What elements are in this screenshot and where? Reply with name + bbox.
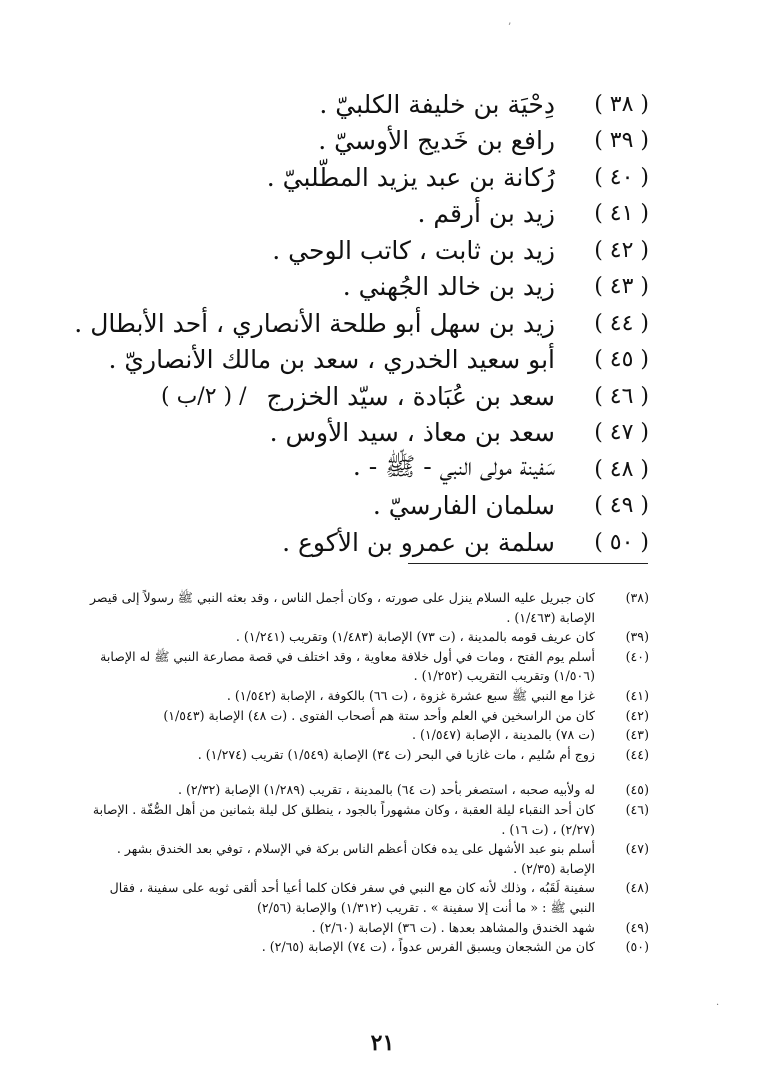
entry-name: سعد بن معاذ ، سيد الأوس . [269,418,555,448]
footnote [89,839,649,878]
footnote-gap [89,764,649,780]
footnote-text: كان عريف قومه بالمدينة ، (ت ٧٣) الإصابة (١/٤٨٣) وتقريب (١/٢٤١) . [235,629,595,645]
list-item [89,123,649,160]
footnote-number: (٣٨) [625,590,649,605]
entry-name: زيد بن أرقم . [417,199,555,229]
entry-number: ( ٣٨ ) [594,91,649,117]
footnote-text: كان جبريل عليه السلام ينزل على صورته ، وكان أجمل الناس ، وقد بعثه النبي ﷺ رسولاً إلى قيصر الإصابة (١/٤٦٣) . [89,590,595,625]
footnote [89,725,649,745]
footnote-text: كان من الشجعان ويسبق الفرس عدواً ، (ت ٧٤) الإصابة (٢/٦٥) . [261,939,595,955]
list-item [89,269,649,306]
footnote-text: سفينة لَقَبُه ، وذلك لأنه كان مع النبي في سفر فكان كلما أعيا أحد ألقى ثوبه على سفينة ، فقال النبي ﷺ : « ما أنت إلا سفينة » . تقريب (١/٣١٢) والإصابة (٢/٥٦) [109,880,595,915]
entry-name: زيد بن خالد الجُهني . [342,272,555,302]
entry-name: رُكانة بن عبد يزيد المطّلبيّ . [266,162,555,192]
entry-number: ( ٤٣ ) [594,274,649,300]
footnote [89,686,649,706]
list-item [74,305,649,342]
footnote-text: زوج أم سُليم ، مات غازيا في البحر (ت ٣٤) الإصابة (١/٥٤٩) تقريب (١/٢٧٤) . [197,746,595,762]
footnote-number: (٤٨) [625,880,649,896]
entry-number: ( ٤٦ ) [594,383,649,409]
list-item [89,159,649,196]
footnote-number: (٤٢) [625,707,649,723]
footnote-number: (٤٥) [625,782,649,798]
companions-list [74,86,649,561]
footnote-text: كان أحد النقباء ليلة العقبة ، وكان مشهوراً بالجود ، ينطلق كل ليلة بثمانين من أهل الصُّفّة . الإصابة (٢/٢٧) ، (ت ١٦) . [92,801,595,837]
list-item [89,232,649,269]
footnote [89,937,649,957]
entry-number: ( ٣٩ ) [594,128,649,154]
footnotes [89,588,649,957]
footnote [89,588,649,627]
entry-name: سلمان الفارسيّ . [372,491,555,521]
footnote-number: (٤٤) [625,746,649,762]
entry-number: ( ٤٧ ) [594,420,649,446]
entry-number: ( ٤٩ ) [594,493,649,519]
footnote [89,878,649,917]
entry-number: ( ٤١ ) [594,201,649,227]
entry-number: ( ٤٠ ) [594,164,649,190]
footnote [89,780,649,800]
entry-number: ( ٤٥ ) [594,347,649,373]
list-item [89,488,649,525]
footnote-text: أسلم بنو عبد الأشهل على يده فكان أعظم الناس بركة في الإسلام ، توفي بعد الخندق بشهر . الإصابة (٢/٣٥) . [116,841,595,876]
page-number: ٢١ [370,1030,395,1056]
footnote-number: (٤٧) [625,841,649,857]
entry-name: دِحْيَة بن خليفة الكلبيّ . [319,89,555,119]
footnote [89,647,649,686]
footnote [89,918,649,938]
entry-number: ( ٥٠ ) [594,529,649,555]
entry-name: رافع بن خَديج الأوسيّ . [318,126,555,156]
footnote-number: (٣٩) [625,629,649,645]
list-item [89,196,649,233]
footnote-number: (٤٠) [625,648,649,664]
footnote-divider [408,563,648,564]
footnote-number: (٤٣) [625,727,649,743]
list-item [89,342,649,379]
list-item [89,524,649,561]
footnote-number: (٤١) [625,687,649,703]
entry-name: زيد بن سهل أبو طلحة الأنصاري ، أحد الأبطال . [74,308,555,338]
entry-name: سَفينة مولى النبي - ﷺ - . [352,451,555,481]
footnote-text: كان من الراسخين في العلم وأحد ستة هم أصحاب الفتوى . (ت ٤٨) الإصابة (١/٥٤٣) [163,707,595,723]
list-item [89,451,649,488]
entry-name: سلمة بن عمرو بن الأكوع . [282,527,555,557]
footnote-text: شهد الخندق والمشاهد بعدها . (ت ٣٦) الإصابة (٢/٦٠) . [311,919,595,935]
list-item [89,378,649,415]
scan-speck: · [716,1000,720,1011]
footnote [89,800,649,839]
entry-name: أبو سعيد الخدري ، سعد بن مالك الأنصاريّ . [108,345,555,375]
entry-number: ( ٤٤ ) [594,310,649,336]
footnote-text: أسلم يوم الفتح ، ومات في أول خلافة معاوية ، وقد اختلف في قصة مصارعة النبي ﷺ له الإصابة (١/٥٠٦) وتقريب التقريب (١/٢٥٢) . [100,648,595,684]
entry-number: ( ٤٨ ) [594,456,649,482]
list-item [89,86,649,123]
footnote-text: له ولأبيه صحبه ، استصغر بأحد (ت ٦٤) بالمدينة ، تقريب (١/٢٨٩) الإصابة (٢/٣٢) . [177,782,595,798]
entry-number: ( ٤٢ ) [594,237,649,263]
footnote [89,627,649,647]
entry-name: زيد بن ثابت ، كاتب الوحي . [272,235,555,265]
footnote-number: (٤٩) [625,919,649,935]
entry-name: سعد بن عُبَادة ، سيّد الخزرج [266,381,555,411]
footnote-text: (ت ٧٨) بالمدينة ، الإصابة (١/٥٤٧) . [411,727,595,743]
list-item [89,415,649,452]
footnote [89,745,649,765]
footnote-number: (٤٦) [625,801,649,817]
footnote [89,706,649,726]
footnote-number: (٥٠) [625,939,649,955]
folio-marker: / ( ٢/ب ) [161,383,247,409]
scan-speck: ’ [508,22,512,33]
footnote-text: غزا مع النبي ﷺ سبع عشرة غزوة ، (ت ٦٦) بالكوفة ، الإصابة (١/٥٤٢) . [226,687,595,703]
